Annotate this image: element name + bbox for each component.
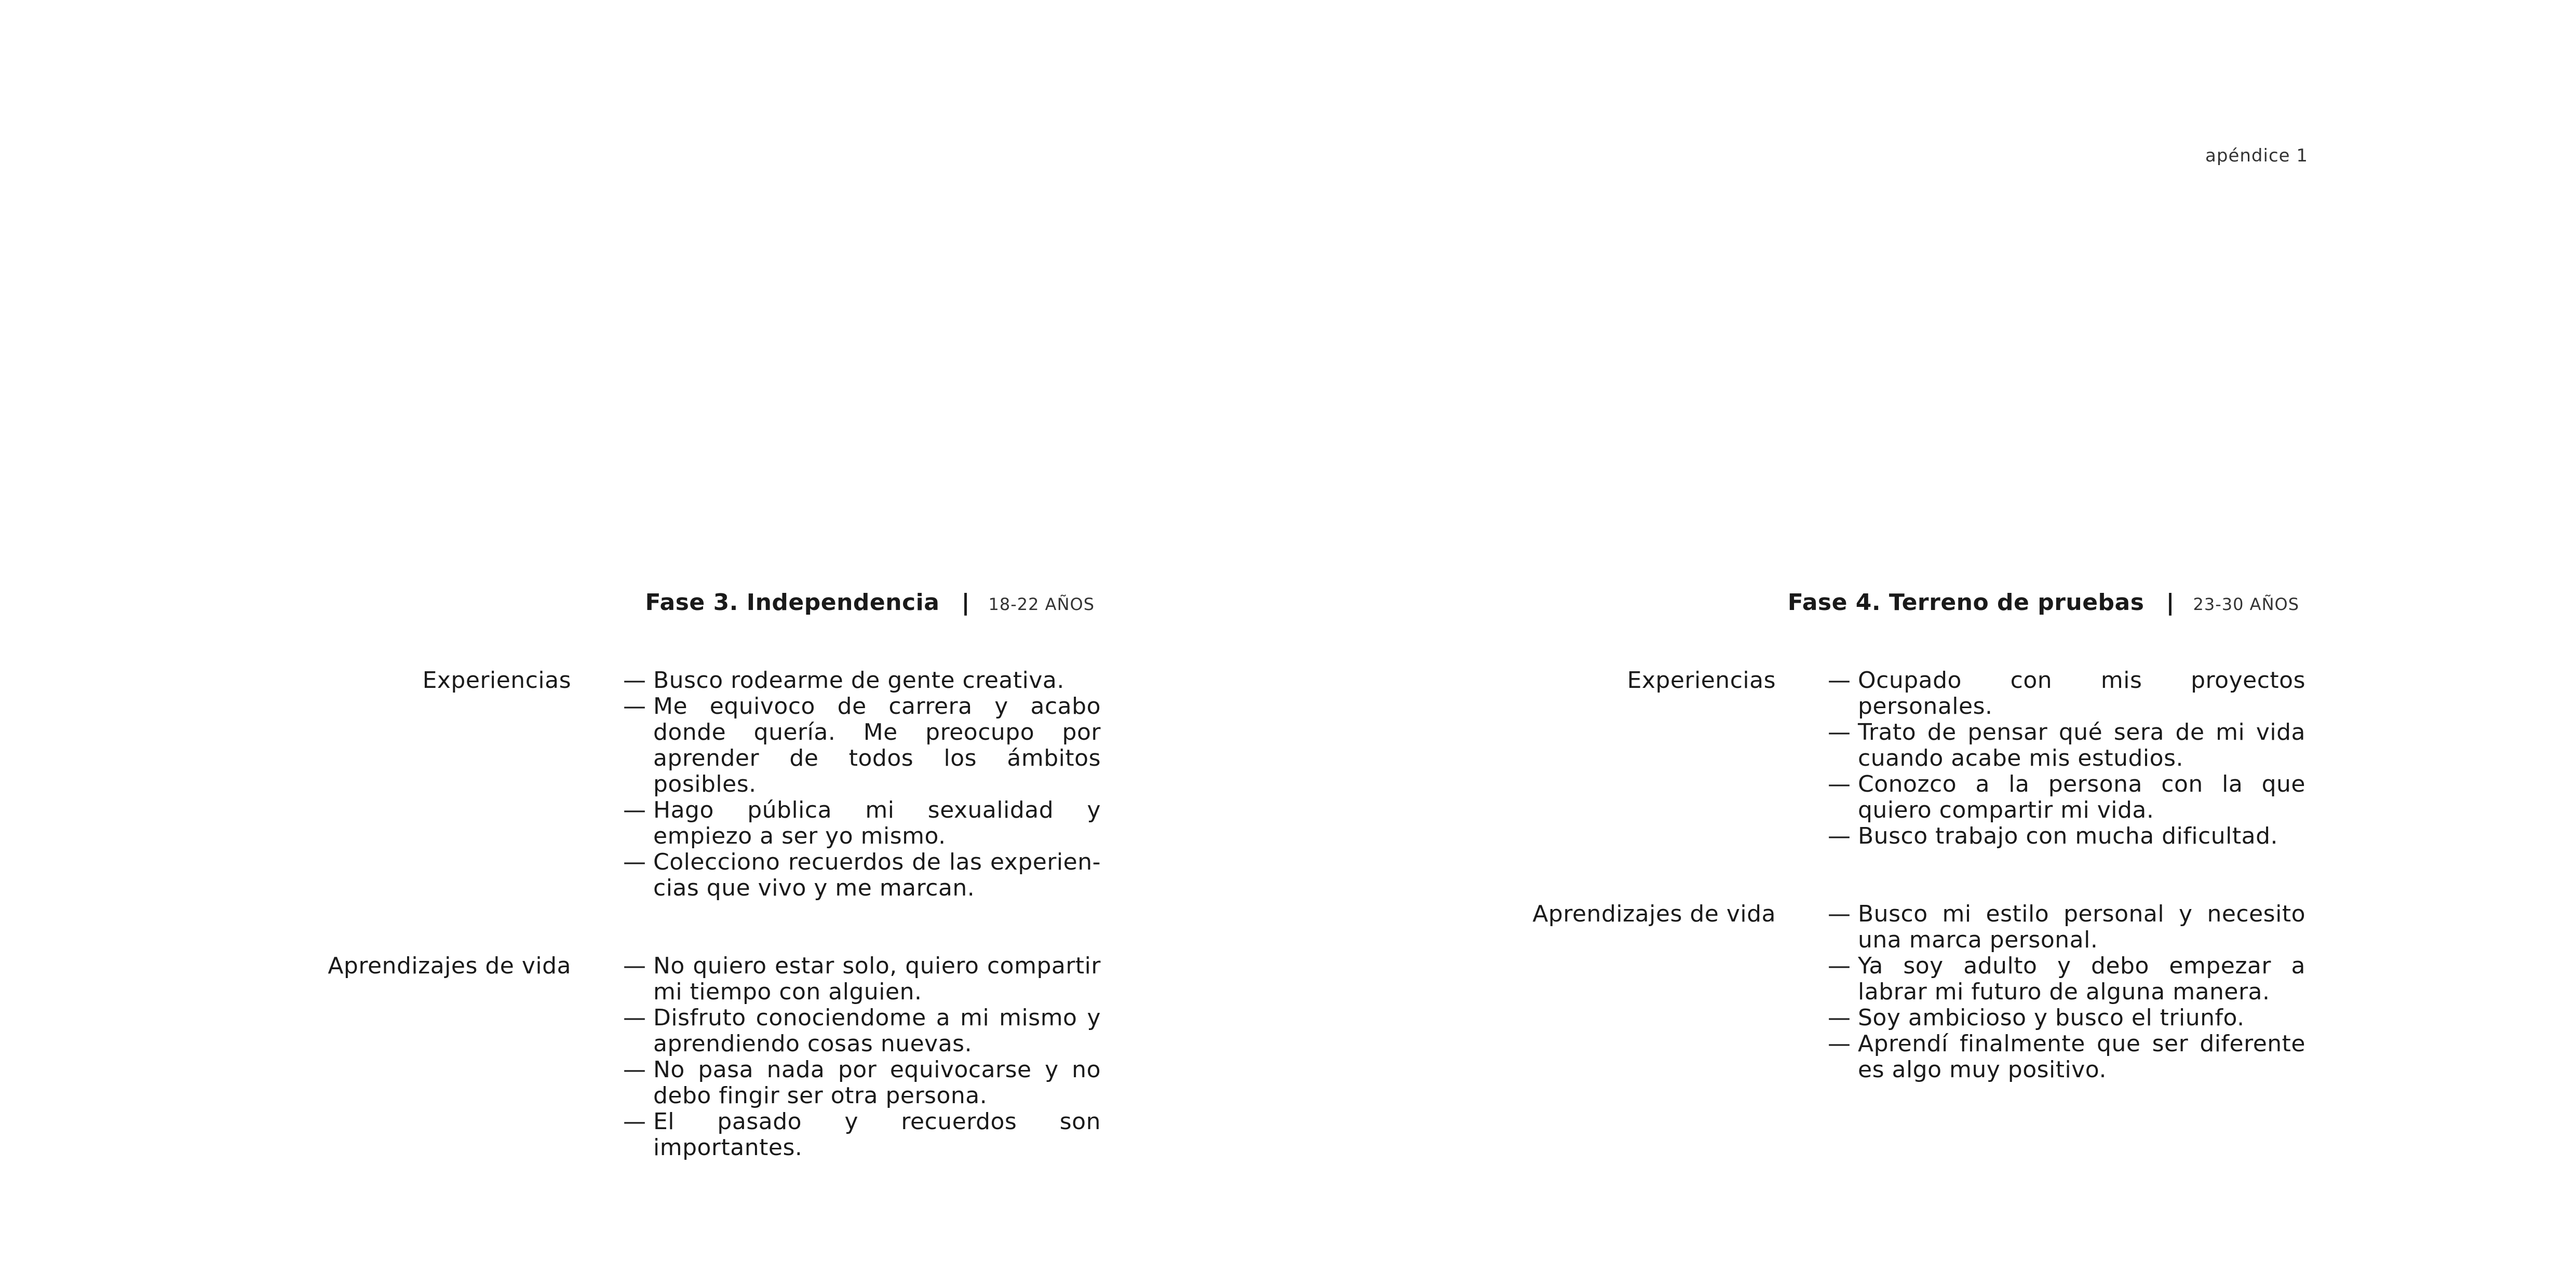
list-item [623, 1057, 1101, 1109]
section-label-aprendizajes: Aprendizajes de vida [1532, 901, 1776, 927]
experiencias-list [623, 668, 1101, 901]
list-item-text: Ya soy adulto y debo empezar a labrar mi futuro de alguna manera. [1858, 953, 2305, 1005]
list-item [1828, 1031, 2305, 1083]
list-item [1828, 1005, 2305, 1031]
dash-bullet: — [1828, 1005, 1851, 1031]
list-item-text: Busco trabajo con mucha dificultad. [1858, 823, 2278, 849]
list-item-text: Me equivoco de carrera y acabo donde quería. Me preocupo por aprender de todos los ámbitos posibles. [653, 693, 1101, 797]
phase-header [1495, 589, 2305, 616]
list-item [1828, 823, 2305, 849]
dash-bullet: — [623, 849, 646, 875]
list-item-text: Ocupado con mis proyectos personales. [1858, 667, 2305, 720]
list-item [623, 953, 1101, 1005]
phase-separator: | [961, 589, 970, 616]
list-item-text: No quiero estar solo, quiero compartir mi tiempo con alguien. [653, 953, 1101, 1005]
list-item-text: Soy ambicioso y busco el triunfo. [1858, 1005, 2245, 1031]
list-item-text: Aprendí finalmente que ser diferente es algo muy positivo. [1858, 1031, 2305, 1083]
section-label-experiencias: Experiencias [422, 667, 571, 694]
aprendizajes-list [623, 953, 1101, 1161]
list-item-text: Trato de pensar qué sera de mi vida cuando acabe mis estudios. [1858, 719, 2305, 771]
list-item [1828, 901, 2305, 953]
dash-bullet: — [623, 953, 646, 979]
list-item [623, 668, 1101, 694]
aprendizajes-section [291, 953, 1101, 1161]
experiencias-list [1828, 668, 2305, 849]
list-item-text: No pasa nada por equivocarse y no debo fingir ser otra persona. [653, 1056, 1101, 1109]
dash-bullet: — [623, 1005, 646, 1031]
phase-age-range: 18-22 AÑOS [988, 594, 1095, 614]
list-item-text: Hago pública mi sexualidad y empiezo a ser yo mismo. [653, 797, 1101, 849]
list-item [623, 849, 1101, 901]
list-item [1828, 720, 2305, 771]
dash-bullet: — [623, 693, 646, 720]
phase-title: Fase 3. Independencia [645, 589, 940, 616]
list-item [623, 1005, 1101, 1057]
phase-age-range: 23-30 AÑOS [2193, 594, 2299, 614]
dash-bullet: — [623, 1108, 646, 1135]
phase-4-block [1495, 589, 2305, 1083]
experiencias-section [291, 668, 1101, 901]
phase-header [291, 589, 1101, 616]
list-item [1828, 668, 2305, 720]
phase-title: Fase 4. Terreno de pruebas [1787, 589, 2145, 616]
list-item [1828, 953, 2305, 1005]
dash-bullet: — [1828, 901, 1851, 927]
aprendizajes-list [1828, 901, 2305, 1083]
list-item [623, 1109, 1101, 1161]
dash-bullet: — [1828, 953, 1851, 979]
list-item [1828, 771, 2305, 823]
list-item-text: Disfruto conociendome a mi mismo y aprendiendo cosas nuevas. [653, 1005, 1101, 1057]
dash-bullet: — [1828, 667, 1851, 694]
experiencias-section [1495, 668, 2305, 849]
dash-bullet: — [623, 667, 646, 694]
aprendizajes-section [1495, 901, 2305, 1083]
page-label: apéndice 1 [2205, 145, 2308, 166]
list-item-text: Busco rodearme de gente creativa. [653, 667, 1064, 694]
list-item-text: Busco mi estilo personal y necesito una marca personal. [1858, 901, 2305, 953]
list-item-text: El pasado y recuerdos son importantes. [653, 1108, 1101, 1161]
dash-bullet: — [623, 797, 646, 823]
phase-3-block [291, 589, 1101, 1161]
list-item-text: Colecciono recuerdos de las experien-cias que vivo y me marcan. [653, 849, 1101, 901]
list-item [623, 694, 1101, 797]
dash-bullet: — [1828, 719, 1851, 745]
section-label-experiencias: Experiencias [1627, 667, 1776, 694]
dash-bullet: — [1828, 771, 1851, 797]
dash-bullet: — [623, 1056, 646, 1083]
list-item [623, 797, 1101, 849]
dash-bullet: — [1828, 1031, 1851, 1057]
dash-bullet: — [1828, 823, 1851, 849]
section-label-aprendizajes: Aprendizajes de vida [328, 953, 571, 979]
phase-separator: | [2166, 589, 2175, 616]
list-item-text: Conozco a la persona con la que quiero compartir mi vida. [1858, 771, 2305, 823]
